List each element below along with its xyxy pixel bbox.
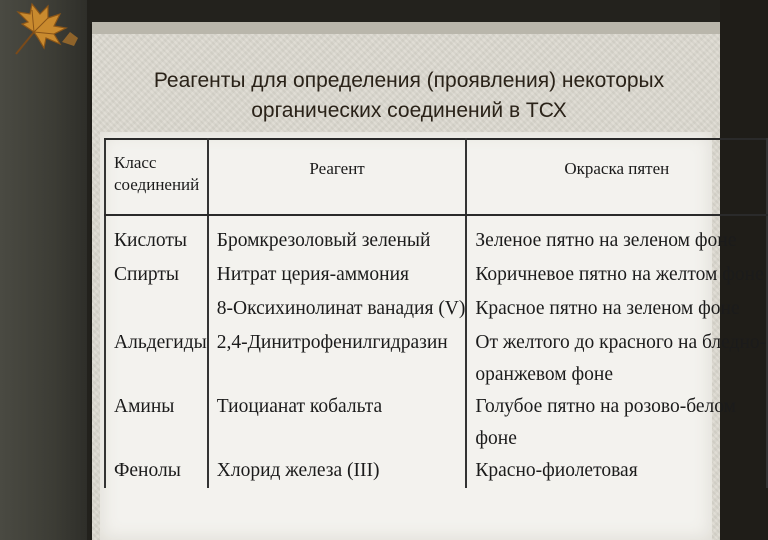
table-row [105, 258, 767, 292]
table-row [105, 292, 767, 326]
header-class [105, 139, 208, 215]
cell-color: От желтого до красного на бледно- [466, 326, 767, 360]
cell-reagent: 2,4-Динитрофенилгидразин [208, 326, 467, 360]
table-row [105, 454, 767, 488]
header-class-line2: соединений [114, 175, 200, 194]
slide-title [92, 66, 720, 126]
title-line-1: Реагенты для определения (проявления) некоторых [153, 69, 665, 92]
cell-class: Фенолы [105, 454, 208, 488]
cell-reagent: Хлорид железа (III) [208, 454, 467, 488]
cell-color: оранжевом фоне [466, 360, 767, 390]
reagents-table [104, 138, 768, 488]
cell-class: Кислоты [105, 215, 208, 258]
cell-color: Красно-фиолетовая [466, 454, 767, 488]
cell-color: Коричневое пятно на желтом фоне [466, 258, 767, 292]
cell-reagent: 8-Оксихинолинат ванадия (V) [208, 292, 467, 326]
top-dark-band [90, 0, 720, 24]
table-row [105, 424, 767, 454]
table-row [105, 326, 767, 360]
cell-reagent: Тиоцианат кобальта [208, 390, 467, 424]
scanned-table [100, 132, 767, 540]
autumn-leaf-icon [4, 2, 90, 60]
title-line-2: органических соединений в ТСХ [251, 99, 567, 122]
table-row [105, 360, 767, 390]
cell-color: Голубое пятно на розово-белом [466, 390, 767, 424]
cell-color: фоне [466, 424, 767, 454]
table-row [105, 215, 767, 258]
table-row [105, 390, 767, 424]
cell-class: Альдегиды [105, 326, 208, 360]
header-class-line1: Класс [114, 153, 157, 172]
header-color: Окраска пятен [466, 139, 767, 215]
cell-class: Спирты [105, 258, 208, 292]
table-header-row [105, 139, 767, 215]
cell-class [105, 424, 208, 454]
cell-class [105, 360, 208, 390]
cell-reagent: Бромкрезоловый зеленый [208, 215, 467, 258]
header-reagent: Реагент [208, 139, 467, 215]
cell-reagent: Нитрат церия-аммония [208, 258, 467, 292]
cell-reagent [208, 360, 467, 390]
cell-color: Зеленое пятно на зеленом фоне [466, 215, 767, 258]
cell-color: Красное пятно на зеленом фоне [466, 292, 767, 326]
cell-class [105, 292, 208, 326]
cell-reagent [208, 424, 467, 454]
left-decorative-bar [0, 0, 90, 540]
cell-class: Амины [105, 390, 208, 424]
